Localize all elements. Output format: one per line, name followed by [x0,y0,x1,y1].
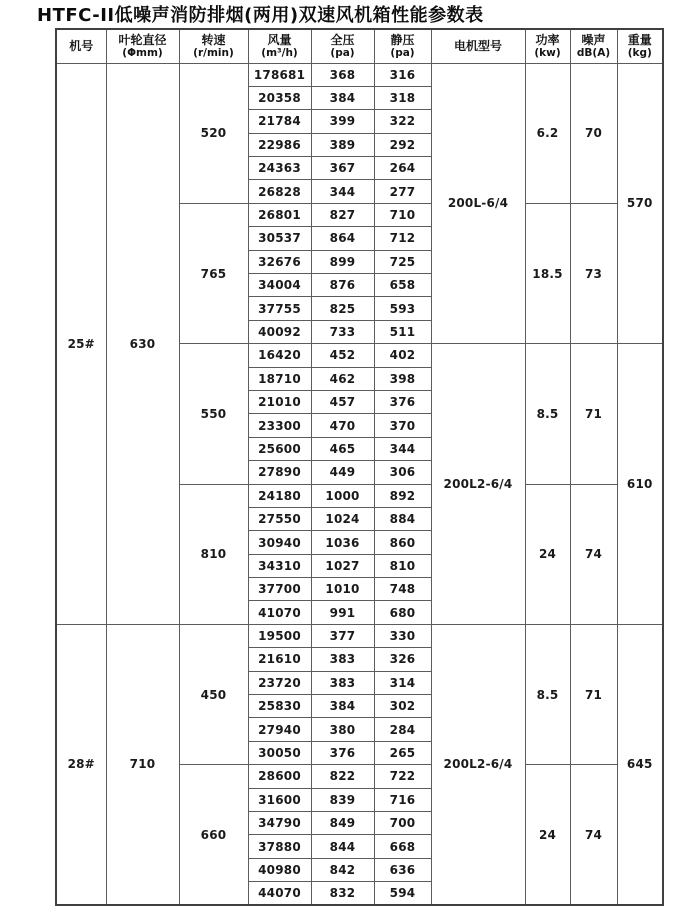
cell-airflow: 22986 [248,133,311,156]
cell-airflow: 30940 [248,531,311,554]
cell-static-pressure: 636 [374,858,431,881]
header-label: 电机型号 [453,39,502,54]
col-header-static-pressure [374,29,431,63]
header-row [56,29,663,63]
col-header-motor-model [431,29,525,63]
cell-total-pressure: 1024 [311,507,374,530]
cell-noise: 70 [570,63,617,203]
cell-impeller-diameter: 630 [106,63,179,624]
cell-airflow: 31600 [248,788,311,811]
col-header-weight [617,29,663,63]
header-label: 机号 [69,39,94,54]
cell-airflow: 27940 [248,718,311,741]
fan-spec-table [55,28,664,906]
cell-airflow: 34310 [248,554,311,577]
header-unit: (kw) [534,47,561,60]
col-header-total-pressure [311,29,374,63]
header-unit: (Φmm) [122,47,163,60]
cell-static-pressure: 316 [374,63,431,86]
cell-static-pressure: 370 [374,414,431,437]
cell-total-pressure: 465 [311,437,374,460]
cell-airflow: 21784 [248,110,311,133]
col-header-impeller-diameter [106,29,179,63]
cell-static-pressure: 593 [374,297,431,320]
cell-motor-model: 200L2-6/4 [431,344,525,625]
cell-airflow: 44070 [248,882,311,905]
cell-static-pressure: 884 [374,507,431,530]
cell-airflow: 30537 [248,227,311,250]
cell-static-pressure: 594 [374,882,431,905]
cell-airflow: 34004 [248,274,311,297]
cell-total-pressure: 452 [311,344,374,367]
cell-static-pressure: 330 [374,624,431,647]
cell-total-pressure: 462 [311,367,374,390]
cell-noise: 74 [570,765,617,905]
cell-airflow: 18710 [248,367,311,390]
cell-total-pressure: 377 [311,624,374,647]
cell-total-pressure: 449 [311,461,374,484]
cell-impeller-diameter: 710 [106,624,179,905]
cell-total-pressure: 368 [311,63,374,86]
cell-speed: 520 [179,63,248,203]
cell-static-pressure: 712 [374,227,431,250]
header-label: 重量 [627,32,652,47]
cell-airflow: 20358 [248,86,311,109]
cell-airflow: 27550 [248,507,311,530]
cell-static-pressure: 668 [374,835,431,858]
page-title: HTFC-II低噪声消防排烟(两用)双速风机箱性能参数表 [37,5,484,26]
cell-static-pressure: 344 [374,437,431,460]
cell-total-pressure: 384 [311,695,374,718]
cell-airflow: 41070 [248,601,311,624]
cell-static-pressure: 292 [374,133,431,156]
cell-airflow: 19500 [248,624,311,647]
cell-airflow: 25600 [248,437,311,460]
table-row [56,624,663,647]
cell-airflow: 23720 [248,671,311,694]
cell-airflow: 37880 [248,835,311,858]
cell-total-pressure: 1036 [311,531,374,554]
cell-static-pressure: 306 [374,461,431,484]
cell-airflow: 34790 [248,812,311,835]
cell-power: 24 [525,765,570,905]
cell-total-pressure: 384 [311,86,374,109]
cell-static-pressure: 284 [374,718,431,741]
cell-airflow: 40092 [248,320,311,343]
cell-power: 8.5 [525,344,570,484]
cell-airflow: 23300 [248,414,311,437]
cell-static-pressure: 326 [374,648,431,671]
cell-airflow: 16420 [248,344,311,367]
cell-airflow: 26801 [248,203,311,226]
cell-total-pressure: 383 [311,671,374,694]
cell-static-pressure: 402 [374,344,431,367]
cell-total-pressure: 864 [311,227,374,250]
cell-static-pressure: 264 [374,157,431,180]
cell-static-pressure: 511 [374,320,431,343]
cell-total-pressure: 380 [311,718,374,741]
header-label: 叶轮直径 [118,32,167,47]
cell-power: 24 [525,484,570,624]
cell-machine-no: 25# [56,63,106,624]
cell-total-pressure: 991 [311,601,374,624]
col-header-power [525,29,570,63]
cell-static-pressure: 376 [374,390,431,413]
cell-static-pressure: 716 [374,788,431,811]
cell-static-pressure: 265 [374,741,431,764]
header-unit: (kg) [627,47,652,60]
cell-airflow: 178681 [248,63,311,86]
cell-airflow: 37755 [248,297,311,320]
cell-airflow: 26828 [248,180,311,203]
cell-total-pressure: 822 [311,765,374,788]
table-row [56,63,663,86]
cell-total-pressure: 733 [311,320,374,343]
cell-total-pressure: 1010 [311,578,374,601]
cell-total-pressure: 827 [311,203,374,226]
cell-total-pressure: 849 [311,812,374,835]
cell-weight: 610 [617,344,663,625]
cell-motor-model: 200L-6/4 [431,63,525,344]
cell-total-pressure: 839 [311,788,374,811]
cell-static-pressure: 810 [374,554,431,577]
cell-noise: 71 [570,344,617,484]
cell-total-pressure: 383 [311,648,374,671]
cell-static-pressure: 722 [374,765,431,788]
cell-airflow: 21610 [248,648,311,671]
cell-total-pressure: 1027 [311,554,374,577]
cell-speed: 765 [179,203,248,343]
cell-total-pressure: 457 [311,390,374,413]
cell-airflow: 30050 [248,741,311,764]
cell-total-pressure: 899 [311,250,374,273]
col-header-machine-no [56,29,106,63]
cell-airflow: 24180 [248,484,311,507]
cell-static-pressure: 680 [374,601,431,624]
cell-airflow: 32676 [248,250,311,273]
cell-total-pressure: 825 [311,297,374,320]
cell-power: 6.2 [525,63,570,203]
cell-airflow: 37700 [248,578,311,601]
cell-total-pressure: 832 [311,882,374,905]
cell-speed: 810 [179,484,248,624]
cell-total-pressure: 470 [311,414,374,437]
header-label: 噪声 [581,32,606,47]
cell-total-pressure: 389 [311,133,374,156]
cell-total-pressure: 842 [311,858,374,881]
header-label: 风量 [267,32,292,47]
cell-machine-no: 28# [56,624,106,905]
cell-static-pressure: 302 [374,695,431,718]
cell-airflow: 25830 [248,695,311,718]
cell-motor-model: 200L2-6/4 [431,624,525,905]
cell-airflow: 21010 [248,390,311,413]
cell-total-pressure: 399 [311,110,374,133]
cell-speed: 450 [179,624,248,764]
cell-static-pressure: 725 [374,250,431,273]
cell-static-pressure: 748 [374,578,431,601]
cell-static-pressure: 322 [374,110,431,133]
cell-power: 8.5 [525,624,570,764]
cell-static-pressure: 860 [374,531,431,554]
header-label: 静压 [390,32,415,47]
cell-noise: 71 [570,624,617,764]
cell-speed: 550 [179,344,248,484]
cell-total-pressure: 376 [311,741,374,764]
cell-airflow: 28600 [248,765,311,788]
cell-power: 18.5 [525,203,570,343]
cell-static-pressure: 398 [374,367,431,390]
cell-static-pressure: 710 [374,203,431,226]
header-label: 全压 [330,32,355,47]
cell-airflow: 24363 [248,157,311,180]
cell-total-pressure: 844 [311,835,374,858]
header-unit: (r/min) [193,47,234,60]
cell-static-pressure: 277 [374,180,431,203]
cell-static-pressure: 700 [374,812,431,835]
header-unit: dB(A) [576,47,611,60]
cell-static-pressure: 314 [374,671,431,694]
col-header-noise [570,29,617,63]
cell-noise: 74 [570,484,617,624]
cell-total-pressure: 876 [311,274,374,297]
cell-static-pressure: 318 [374,86,431,109]
cell-speed: 660 [179,765,248,905]
cell-weight: 570 [617,63,663,344]
col-header-speed [179,29,248,63]
header-unit: (pa) [330,47,355,60]
header-unit: (pa) [390,47,415,60]
header-label: 转速 [201,32,226,47]
cell-airflow: 27890 [248,461,311,484]
col-header-airflow [248,29,311,63]
cell-total-pressure: 367 [311,157,374,180]
cell-static-pressure: 892 [374,484,431,507]
header-unit: (m³/h) [261,47,298,60]
cell-weight: 645 [617,624,663,905]
cell-noise: 73 [570,203,617,343]
cell-static-pressure: 658 [374,274,431,297]
cell-airflow: 40980 [248,858,311,881]
header-label: 功率 [535,32,560,47]
cell-total-pressure: 1000 [311,484,374,507]
cell-total-pressure: 344 [311,180,374,203]
